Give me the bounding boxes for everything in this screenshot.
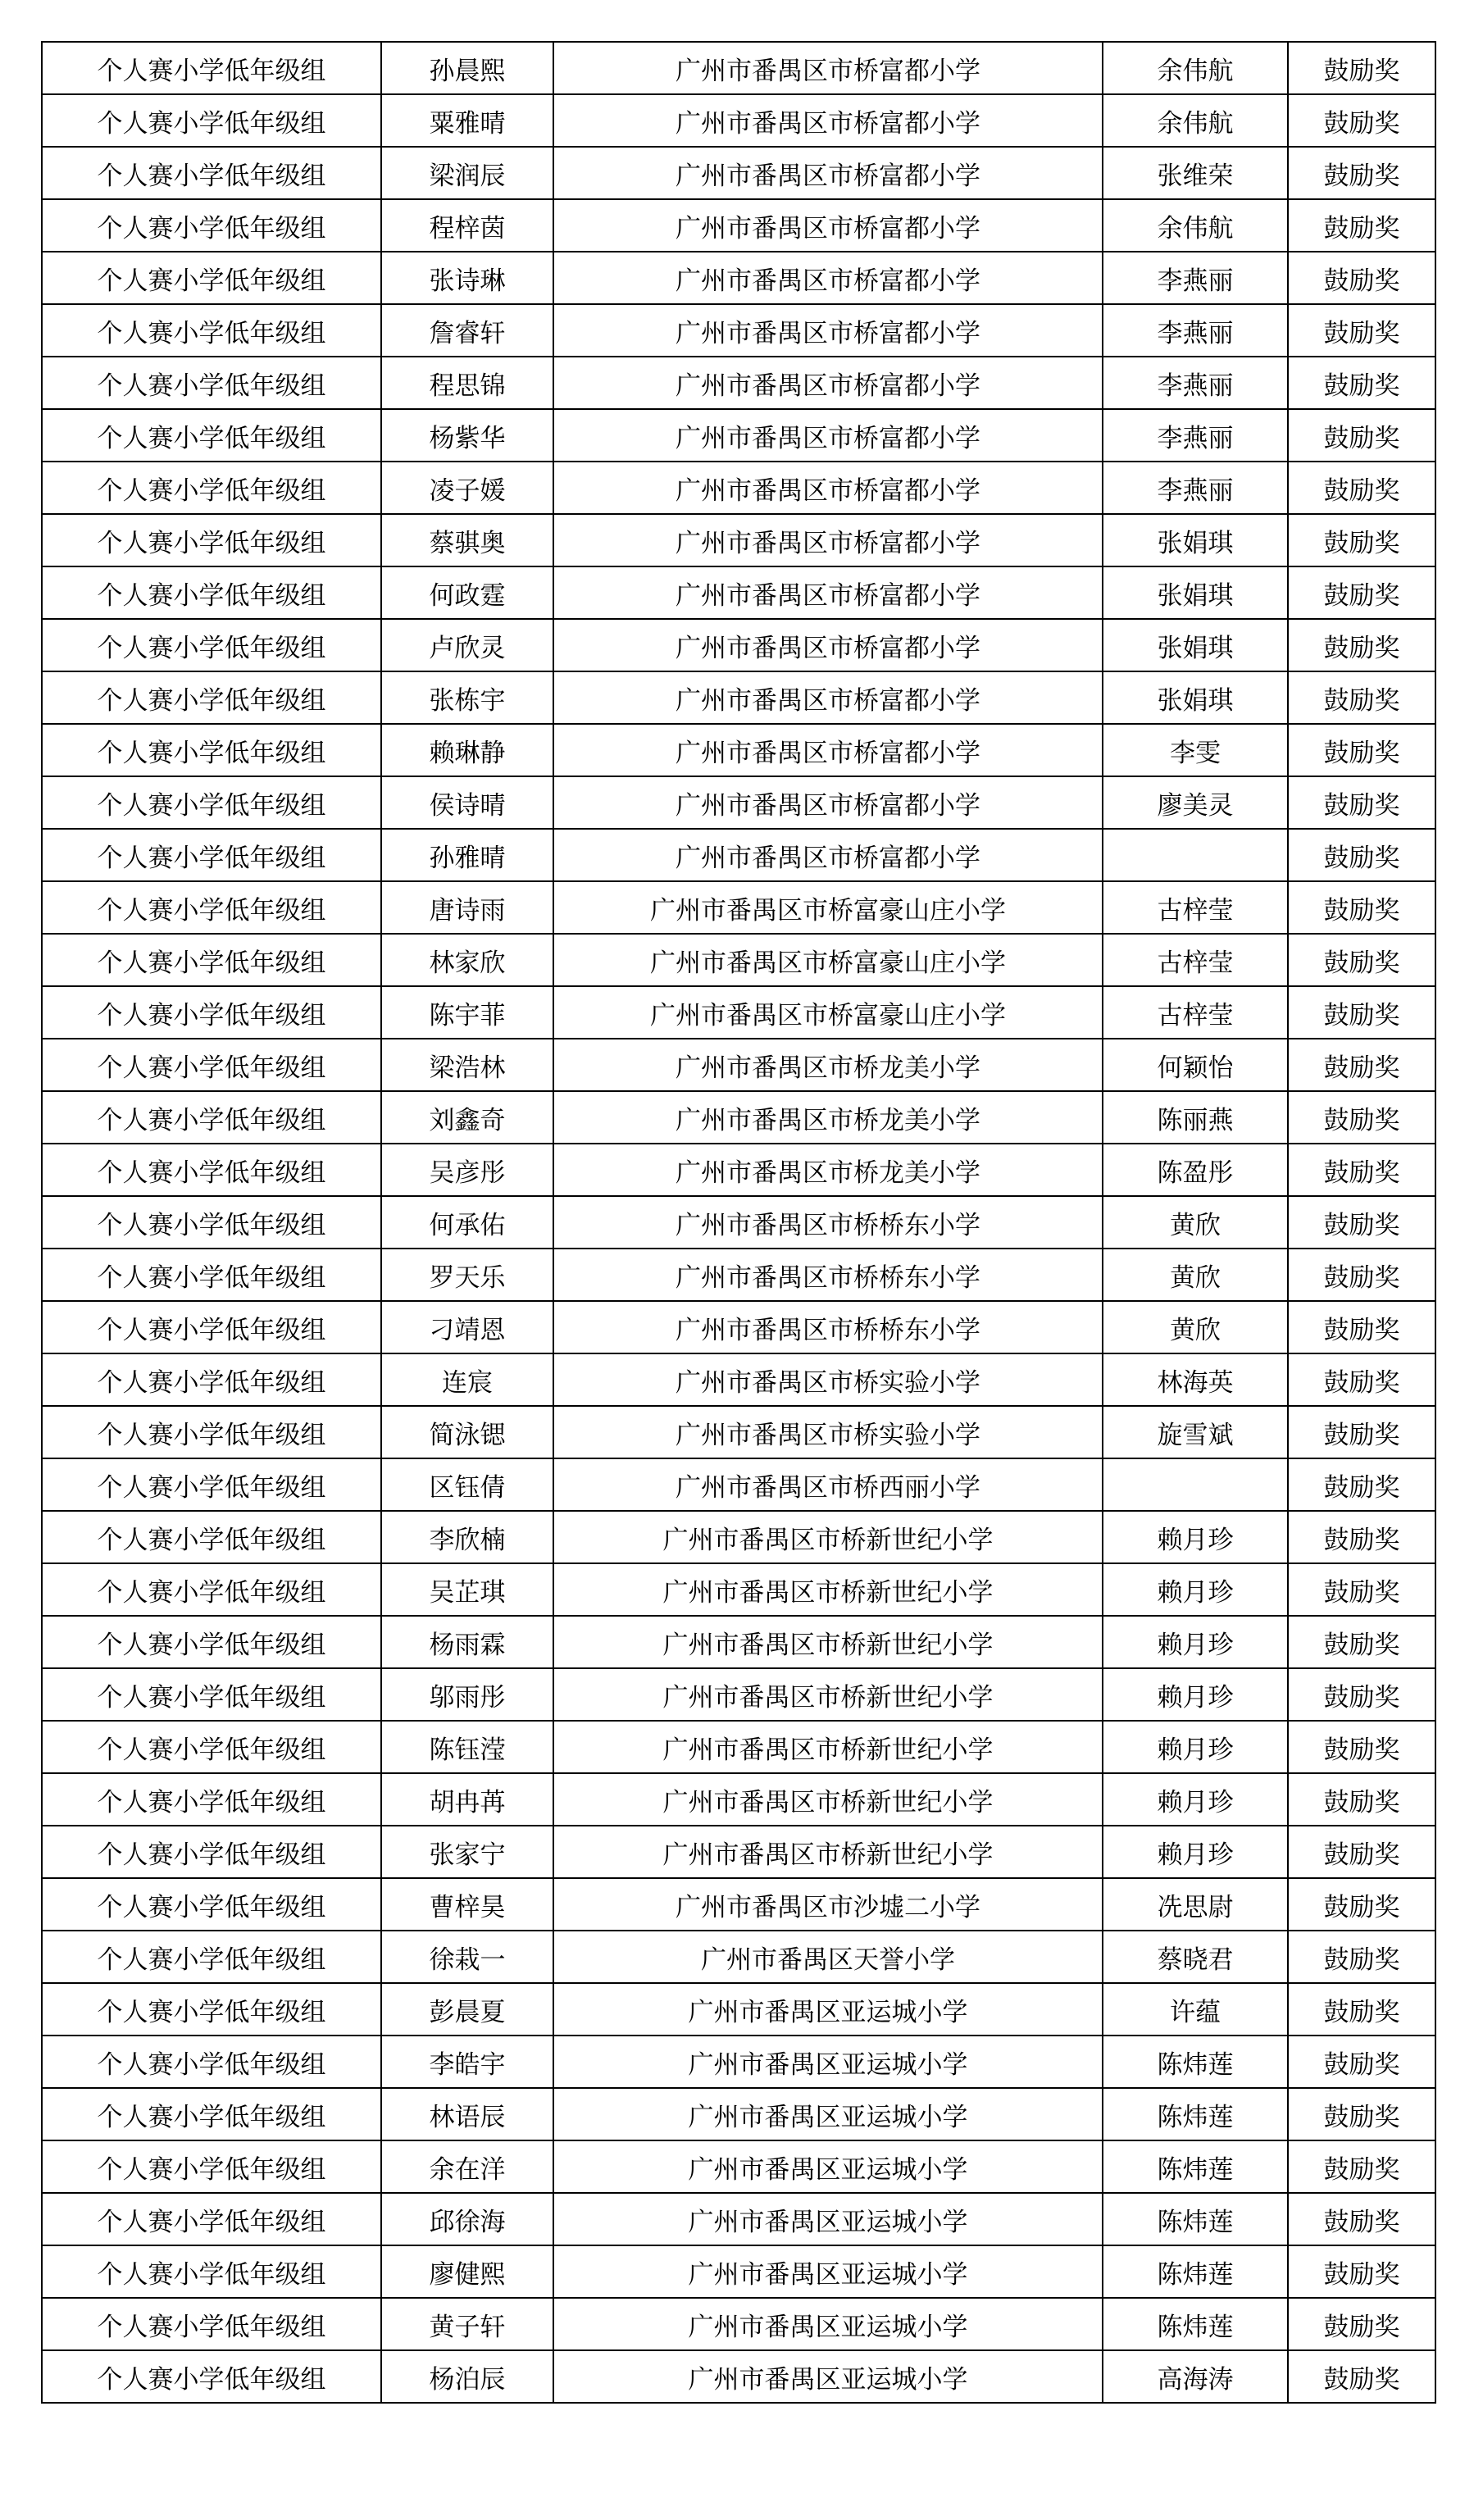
cell-teacher: 张娟琪 xyxy=(1103,514,1288,566)
cell-school: 广州市番禺区市桥西丽小学 xyxy=(553,1458,1103,1511)
cell-school: 广州市番禺区市桥龙美小学 xyxy=(553,1039,1103,1091)
cell-school: 广州市番禺区亚运城小学 xyxy=(553,2140,1103,2193)
cell-award: 鼓励奖 xyxy=(1288,1511,1435,1563)
cell-category: 个人赛小学低年级组 xyxy=(42,2036,381,2088)
cell-teacher: 陈盈彤 xyxy=(1103,1144,1288,1196)
cell-category: 个人赛小学低年级组 xyxy=(42,986,381,1039)
cell-category: 个人赛小学低年级组 xyxy=(42,1249,381,1301)
table-row xyxy=(42,2193,1435,2245)
cell-category: 个人赛小学低年级组 xyxy=(42,2140,381,2193)
table-row xyxy=(42,2140,1435,2193)
cell-student: 简泳锶 xyxy=(381,1406,553,1458)
cell-school: 广州市番禺区市桥新世纪小学 xyxy=(553,1826,1103,1878)
cell-student: 孙晨熙 xyxy=(381,42,553,94)
cell-student: 程梓茵 xyxy=(381,199,553,252)
cell-teacher: 赖月珍 xyxy=(1103,1511,1288,1563)
cell-school: 广州市番禺区市桥实验小学 xyxy=(553,1406,1103,1458)
cell-category: 个人赛小学低年级组 xyxy=(42,1721,381,1773)
cell-school: 广州市番禺区市桥富都小学 xyxy=(553,514,1103,566)
cell-category: 个人赛小学低年级组 xyxy=(42,776,381,829)
cell-category: 个人赛小学低年级组 xyxy=(42,94,381,147)
cell-award: 鼓励奖 xyxy=(1288,2036,1435,2088)
cell-teacher: 黄欣 xyxy=(1103,1249,1288,1301)
cell-student: 林语辰 xyxy=(381,2088,553,2140)
cell-category: 个人赛小学低年级组 xyxy=(42,2350,381,2403)
cell-award: 鼓励奖 xyxy=(1288,1878,1435,1931)
cell-award: 鼓励奖 xyxy=(1288,2245,1435,2298)
cell-teacher: 陈炜莲 xyxy=(1103,2298,1288,2350)
cell-school: 广州市番禺区亚运城小学 xyxy=(553,2350,1103,2403)
table-row xyxy=(42,671,1435,724)
cell-category: 个人赛小学低年级组 xyxy=(42,304,381,357)
cell-student: 李欣楠 xyxy=(381,1511,553,1563)
cell-award: 鼓励奖 xyxy=(1288,1091,1435,1144)
cell-award: 鼓励奖 xyxy=(1288,199,1435,252)
cell-teacher: 许蕴 xyxy=(1103,1983,1288,2036)
cell-teacher: 黄欣 xyxy=(1103,1196,1288,1249)
cell-student: 刘鑫奇 xyxy=(381,1091,553,1144)
table-row xyxy=(42,357,1435,409)
cell-teacher: 林海英 xyxy=(1103,1353,1288,1406)
table-row xyxy=(42,1563,1435,1616)
cell-school: 广州市番禺区市桥桥东小学 xyxy=(553,1301,1103,1353)
cell-teacher: 旋雪斌 xyxy=(1103,1406,1288,1458)
cell-student: 张栋宇 xyxy=(381,671,553,724)
cell-teacher: 何颖怡 xyxy=(1103,1039,1288,1091)
table-row xyxy=(42,986,1435,1039)
table-row xyxy=(42,1039,1435,1091)
cell-school: 广州市番禺区市桥富都小学 xyxy=(553,94,1103,147)
award-table xyxy=(41,41,1436,2404)
cell-category: 个人赛小学低年级组 xyxy=(42,1773,381,1826)
table-row xyxy=(42,2350,1435,2403)
cell-teacher: 赖月珍 xyxy=(1103,1773,1288,1826)
cell-student: 张诗琳 xyxy=(381,252,553,304)
cell-award: 鼓励奖 xyxy=(1288,409,1435,462)
cell-category: 个人赛小学低年级组 xyxy=(42,1668,381,1721)
table-row xyxy=(42,1931,1435,1983)
cell-student: 陈宇菲 xyxy=(381,986,553,1039)
table-row xyxy=(42,252,1435,304)
cell-teacher: 高海涛 xyxy=(1103,2350,1288,2403)
cell-award: 鼓励奖 xyxy=(1288,1144,1435,1196)
cell-school: 广州市番禺区亚运城小学 xyxy=(553,2298,1103,2350)
cell-category: 个人赛小学低年级组 xyxy=(42,42,381,94)
cell-award: 鼓励奖 xyxy=(1288,829,1435,881)
cell-teacher: 蔡晓君 xyxy=(1103,1931,1288,1983)
cell-student: 罗天乐 xyxy=(381,1249,553,1301)
cell-school: 广州市番禺区天誉小学 xyxy=(553,1931,1103,1983)
table-row xyxy=(42,1353,1435,1406)
cell-award: 鼓励奖 xyxy=(1288,2088,1435,2140)
cell-student: 曹梓昊 xyxy=(381,1878,553,1931)
table-row xyxy=(42,566,1435,619)
cell-school: 广州市番禺区市桥桥东小学 xyxy=(553,1249,1103,1301)
cell-school: 广州市番禺区市桥富都小学 xyxy=(553,409,1103,462)
cell-teacher: 陈丽燕 xyxy=(1103,1091,1288,1144)
cell-category: 个人赛小学低年级组 xyxy=(42,199,381,252)
cell-category: 个人赛小学低年级组 xyxy=(42,619,381,671)
award-table-body xyxy=(42,42,1435,2403)
cell-teacher: 古梓莹 xyxy=(1103,986,1288,1039)
table-row xyxy=(42,724,1435,776)
table-row xyxy=(42,42,1435,94)
cell-category: 个人赛小学低年级组 xyxy=(42,1196,381,1249)
cell-student: 粟雅晴 xyxy=(381,94,553,147)
cell-award: 鼓励奖 xyxy=(1288,1983,1435,2036)
cell-student: 杨雨霖 xyxy=(381,1616,553,1668)
cell-student: 廖健熙 xyxy=(381,2245,553,2298)
cell-school: 广州市番禺区市桥富都小学 xyxy=(553,199,1103,252)
cell-award: 鼓励奖 xyxy=(1288,724,1435,776)
cell-category: 个人赛小学低年级组 xyxy=(42,147,381,199)
cell-school: 广州市番禺区市桥富都小学 xyxy=(553,619,1103,671)
cell-student: 邱徐海 xyxy=(381,2193,553,2245)
cell-award: 鼓励奖 xyxy=(1288,1773,1435,1826)
cell-category: 个人赛小学低年级组 xyxy=(42,1353,381,1406)
cell-school: 广州市番禺区市桥富都小学 xyxy=(553,357,1103,409)
cell-award: 鼓励奖 xyxy=(1288,357,1435,409)
cell-teacher xyxy=(1103,829,1288,881)
cell-school: 广州市番禺区市桥实验小学 xyxy=(553,1353,1103,1406)
cell-category: 个人赛小学低年级组 xyxy=(42,462,381,514)
table-row xyxy=(42,147,1435,199)
cell-category: 个人赛小学低年级组 xyxy=(42,357,381,409)
table-row xyxy=(42,94,1435,147)
cell-school: 广州市番禺区亚运城小学 xyxy=(553,2036,1103,2088)
cell-student: 赖琳静 xyxy=(381,724,553,776)
cell-school: 广州市番禺区市桥富都小学 xyxy=(553,462,1103,514)
cell-school: 广州市番禺区市桥龙美小学 xyxy=(553,1091,1103,1144)
cell-category: 个人赛小学低年级组 xyxy=(42,1406,381,1458)
cell-teacher: 李燕丽 xyxy=(1103,252,1288,304)
table-row xyxy=(42,1406,1435,1458)
cell-category: 个人赛小学低年级组 xyxy=(42,409,381,462)
cell-school: 广州市番禺区亚运城小学 xyxy=(553,2193,1103,2245)
cell-teacher: 冼思尉 xyxy=(1103,1878,1288,1931)
cell-category: 个人赛小学低年级组 xyxy=(42,1144,381,1196)
cell-student: 邬雨彤 xyxy=(381,1668,553,1721)
cell-category: 个人赛小学低年级组 xyxy=(42,829,381,881)
cell-student: 胡冉苒 xyxy=(381,1773,553,1826)
cell-award: 鼓励奖 xyxy=(1288,1458,1435,1511)
cell-category: 个人赛小学低年级组 xyxy=(42,252,381,304)
cell-school: 广州市番禺区市桥富豪山庄小学 xyxy=(553,881,1103,934)
cell-teacher: 李燕丽 xyxy=(1103,409,1288,462)
table-row xyxy=(42,1458,1435,1511)
cell-student: 黄子轩 xyxy=(381,2298,553,2350)
cell-school: 广州市番禺区市桥龙美小学 xyxy=(553,1144,1103,1196)
cell-award: 鼓励奖 xyxy=(1288,566,1435,619)
cell-category: 个人赛小学低年级组 xyxy=(42,671,381,724)
table-row xyxy=(42,1878,1435,1931)
cell-student: 徐栽一 xyxy=(381,1931,553,1983)
table-row xyxy=(42,304,1435,357)
cell-category: 个人赛小学低年级组 xyxy=(42,1563,381,1616)
cell-category: 个人赛小学低年级组 xyxy=(42,881,381,934)
cell-student: 凌子媛 xyxy=(381,462,553,514)
cell-award: 鼓励奖 xyxy=(1288,934,1435,986)
cell-school: 广州市番禺区市桥富都小学 xyxy=(553,776,1103,829)
cell-teacher: 廖美灵 xyxy=(1103,776,1288,829)
cell-category: 个人赛小学低年级组 xyxy=(42,1616,381,1668)
cell-student: 吴芷琪 xyxy=(381,1563,553,1616)
cell-award: 鼓励奖 xyxy=(1288,986,1435,1039)
cell-award: 鼓励奖 xyxy=(1288,1721,1435,1773)
cell-student: 詹睿轩 xyxy=(381,304,553,357)
cell-school: 广州市番禺区市桥富都小学 xyxy=(553,304,1103,357)
cell-teacher: 陈炜莲 xyxy=(1103,2140,1288,2193)
table-row xyxy=(42,1091,1435,1144)
table-row xyxy=(42,1249,1435,1301)
cell-school: 广州市番禺区市桥富都小学 xyxy=(553,147,1103,199)
table-row xyxy=(42,409,1435,462)
cell-award: 鼓励奖 xyxy=(1288,776,1435,829)
cell-teacher: 古梓莹 xyxy=(1103,881,1288,934)
cell-award: 鼓励奖 xyxy=(1288,1406,1435,1458)
table-row xyxy=(42,1511,1435,1563)
cell-school: 广州市番禺区市桥新世纪小学 xyxy=(553,1773,1103,1826)
cell-student: 唐诗雨 xyxy=(381,881,553,934)
table-row xyxy=(42,462,1435,514)
cell-student: 陈钰滢 xyxy=(381,1721,553,1773)
cell-award: 鼓励奖 xyxy=(1288,619,1435,671)
cell-school: 广州市番禺区市沙墟二小学 xyxy=(553,1878,1103,1931)
table-row xyxy=(42,1144,1435,1196)
cell-award: 鼓励奖 xyxy=(1288,1249,1435,1301)
cell-student: 何承佑 xyxy=(381,1196,553,1249)
table-row xyxy=(42,1721,1435,1773)
cell-award: 鼓励奖 xyxy=(1288,1826,1435,1878)
cell-student: 李皓宇 xyxy=(381,2036,553,2088)
cell-category: 个人赛小学低年级组 xyxy=(42,1931,381,1983)
table-row xyxy=(42,1616,1435,1668)
cell-teacher: 陈炜莲 xyxy=(1103,2036,1288,2088)
cell-student: 杨紫华 xyxy=(381,409,553,462)
table-row xyxy=(42,829,1435,881)
cell-category: 个人赛小学低年级组 xyxy=(42,1511,381,1563)
cell-award: 鼓励奖 xyxy=(1288,1563,1435,1616)
cell-teacher: 李燕丽 xyxy=(1103,304,1288,357)
cell-award: 鼓励奖 xyxy=(1288,2193,1435,2245)
cell-teacher: 赖月珍 xyxy=(1103,1616,1288,1668)
cell-teacher: 赖月珍 xyxy=(1103,1721,1288,1773)
cell-student: 蔡骐奥 xyxy=(381,514,553,566)
cell-student: 林家欣 xyxy=(381,934,553,986)
cell-student: 连宸 xyxy=(381,1353,553,1406)
cell-school: 广州市番禺区市桥富都小学 xyxy=(553,829,1103,881)
cell-category: 个人赛小学低年级组 xyxy=(42,1458,381,1511)
cell-award: 鼓励奖 xyxy=(1288,147,1435,199)
cell-category: 个人赛小学低年级组 xyxy=(42,566,381,619)
table-row xyxy=(42,2088,1435,2140)
cell-teacher: 张娟琪 xyxy=(1103,566,1288,619)
cell-school: 广州市番禺区市桥富都小学 xyxy=(553,42,1103,94)
cell-school: 广州市番禺区亚运城小学 xyxy=(553,2245,1103,2298)
table-row xyxy=(42,199,1435,252)
cell-teacher: 古梓莹 xyxy=(1103,934,1288,986)
cell-school: 广州市番禺区市桥富都小学 xyxy=(553,566,1103,619)
cell-student: 余在洋 xyxy=(381,2140,553,2193)
table-row xyxy=(42,881,1435,934)
cell-category: 个人赛小学低年级组 xyxy=(42,2298,381,2350)
cell-student: 何政霆 xyxy=(381,566,553,619)
cell-student: 张家宁 xyxy=(381,1826,553,1878)
cell-school: 广州市番禺区市桥富豪山庄小学 xyxy=(553,934,1103,986)
cell-student: 梁浩林 xyxy=(381,1039,553,1091)
cell-student: 杨泊辰 xyxy=(381,2350,553,2403)
cell-school: 广州市番禺区市桥新世纪小学 xyxy=(553,1668,1103,1721)
cell-teacher: 张娟琪 xyxy=(1103,619,1288,671)
cell-award: 鼓励奖 xyxy=(1288,1353,1435,1406)
cell-award: 鼓励奖 xyxy=(1288,1668,1435,1721)
cell-school: 广州市番禺区市桥富都小学 xyxy=(553,252,1103,304)
table-row xyxy=(42,1983,1435,2036)
cell-student: 程思锦 xyxy=(381,357,553,409)
cell-category: 个人赛小学低年级组 xyxy=(42,2193,381,2245)
cell-teacher: 余伟航 xyxy=(1103,42,1288,94)
cell-award: 鼓励奖 xyxy=(1288,2298,1435,2350)
cell-student: 刁靖恩 xyxy=(381,1301,553,1353)
table-row xyxy=(42,2245,1435,2298)
cell-category: 个人赛小学低年级组 xyxy=(42,934,381,986)
cell-teacher: 余伟航 xyxy=(1103,94,1288,147)
table-row xyxy=(42,934,1435,986)
cell-teacher xyxy=(1103,1458,1288,1511)
cell-teacher: 余伟航 xyxy=(1103,199,1288,252)
table-row xyxy=(42,619,1435,671)
cell-award: 鼓励奖 xyxy=(1288,1196,1435,1249)
cell-category: 个人赛小学低年级组 xyxy=(42,1826,381,1878)
cell-teacher: 赖月珍 xyxy=(1103,1826,1288,1878)
table-row xyxy=(42,514,1435,566)
cell-award: 鼓励奖 xyxy=(1288,462,1435,514)
cell-teacher: 陈炜莲 xyxy=(1103,2088,1288,2140)
table-row xyxy=(42,1196,1435,1249)
cell-school: 广州市番禺区市桥新世纪小学 xyxy=(553,1563,1103,1616)
table-row xyxy=(42,1668,1435,1721)
cell-category: 个人赛小学低年级组 xyxy=(42,2088,381,2140)
cell-category: 个人赛小学低年级组 xyxy=(42,1091,381,1144)
cell-school: 广州市番禺区市桥富都小学 xyxy=(553,671,1103,724)
cell-award: 鼓励奖 xyxy=(1288,1931,1435,1983)
cell-teacher: 黄欣 xyxy=(1103,1301,1288,1353)
cell-school: 广州市番禺区亚运城小学 xyxy=(553,2088,1103,2140)
cell-teacher: 李燕丽 xyxy=(1103,357,1288,409)
cell-school: 广州市番禺区市桥富都小学 xyxy=(553,724,1103,776)
cell-student: 区钰倩 xyxy=(381,1458,553,1511)
cell-award: 鼓励奖 xyxy=(1288,671,1435,724)
cell-award: 鼓励奖 xyxy=(1288,881,1435,934)
table-row xyxy=(42,2036,1435,2088)
cell-student: 梁润辰 xyxy=(381,147,553,199)
cell-teacher: 张娟琪 xyxy=(1103,671,1288,724)
cell-award: 鼓励奖 xyxy=(1288,1616,1435,1668)
cell-school: 广州市番禺区市桥新世纪小学 xyxy=(553,1616,1103,1668)
cell-teacher: 李雯 xyxy=(1103,724,1288,776)
cell-school: 广州市番禺区市桥桥东小学 xyxy=(553,1196,1103,1249)
cell-category: 个人赛小学低年级组 xyxy=(42,1878,381,1931)
cell-award: 鼓励奖 xyxy=(1288,1301,1435,1353)
table-row xyxy=(42,1826,1435,1878)
cell-teacher: 赖月珍 xyxy=(1103,1563,1288,1616)
cell-student: 侯诗晴 xyxy=(381,776,553,829)
cell-category: 个人赛小学低年级组 xyxy=(42,724,381,776)
cell-category: 个人赛小学低年级组 xyxy=(42,1039,381,1091)
cell-teacher: 赖月珍 xyxy=(1103,1668,1288,1721)
cell-award: 鼓励奖 xyxy=(1288,2350,1435,2403)
cell-award: 鼓励奖 xyxy=(1288,252,1435,304)
cell-school: 广州市番禺区市桥新世纪小学 xyxy=(553,1721,1103,1773)
table-row xyxy=(42,2298,1435,2350)
cell-award: 鼓励奖 xyxy=(1288,304,1435,357)
cell-award: 鼓励奖 xyxy=(1288,2140,1435,2193)
cell-category: 个人赛小学低年级组 xyxy=(42,514,381,566)
table-row xyxy=(42,1773,1435,1826)
table-row xyxy=(42,776,1435,829)
cell-teacher: 张维荣 xyxy=(1103,147,1288,199)
cell-category: 个人赛小学低年级组 xyxy=(42,2245,381,2298)
cell-student: 卢欣灵 xyxy=(381,619,553,671)
cell-student: 彭晨夏 xyxy=(381,1983,553,2036)
cell-teacher: 陈炜莲 xyxy=(1103,2193,1288,2245)
cell-award: 鼓励奖 xyxy=(1288,42,1435,94)
cell-school: 广州市番禺区市桥富豪山庄小学 xyxy=(553,986,1103,1039)
cell-teacher: 陈炜莲 xyxy=(1103,2245,1288,2298)
cell-category: 个人赛小学低年级组 xyxy=(42,1301,381,1353)
cell-award: 鼓励奖 xyxy=(1288,1039,1435,1091)
cell-teacher: 李燕丽 xyxy=(1103,462,1288,514)
cell-school: 广州市番禺区市桥新世纪小学 xyxy=(553,1511,1103,1563)
table-row xyxy=(42,1301,1435,1353)
cell-student: 吴彦彤 xyxy=(381,1144,553,1196)
cell-student: 孙雅晴 xyxy=(381,829,553,881)
cell-award: 鼓励奖 xyxy=(1288,94,1435,147)
cell-school: 广州市番禺区亚运城小学 xyxy=(553,1983,1103,2036)
cell-award: 鼓励奖 xyxy=(1288,514,1435,566)
cell-category: 个人赛小学低年级组 xyxy=(42,1983,381,2036)
